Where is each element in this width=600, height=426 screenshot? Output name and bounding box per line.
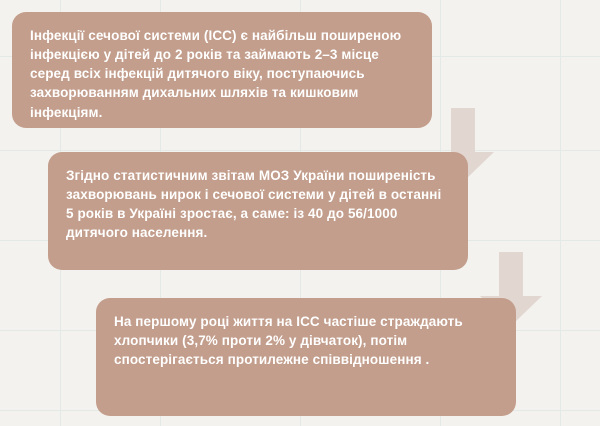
grid-line-vertical: [560, 0, 561, 426]
info-card-2: Згідно статистичним звітам МОЗ України поширеність захворювань нирок і сечової системи у дітей в останні 5 років в Україні зростає, а саме: із 40 до 56/1000 дитячого населення.: [48, 152, 468, 270]
info-card-3: На першому році життя на ІСС частіше страждають хлопчики (3,7% проти 2% у дівчаток), потім спостерігається протилежне співвідношення .: [96, 298, 516, 416]
grid-line-horizontal: [0, 150, 600, 151]
info-card-1: Інфекції сечової системи (ІСС) є найбільш поширеною інфекцією у дітей до 2 років та займають 2–3 місце серед всіх інфекцій дитячого віку, поступаючись захворюванням дихальних шляхів та кишковим інфекціям.: [12, 12, 432, 128]
